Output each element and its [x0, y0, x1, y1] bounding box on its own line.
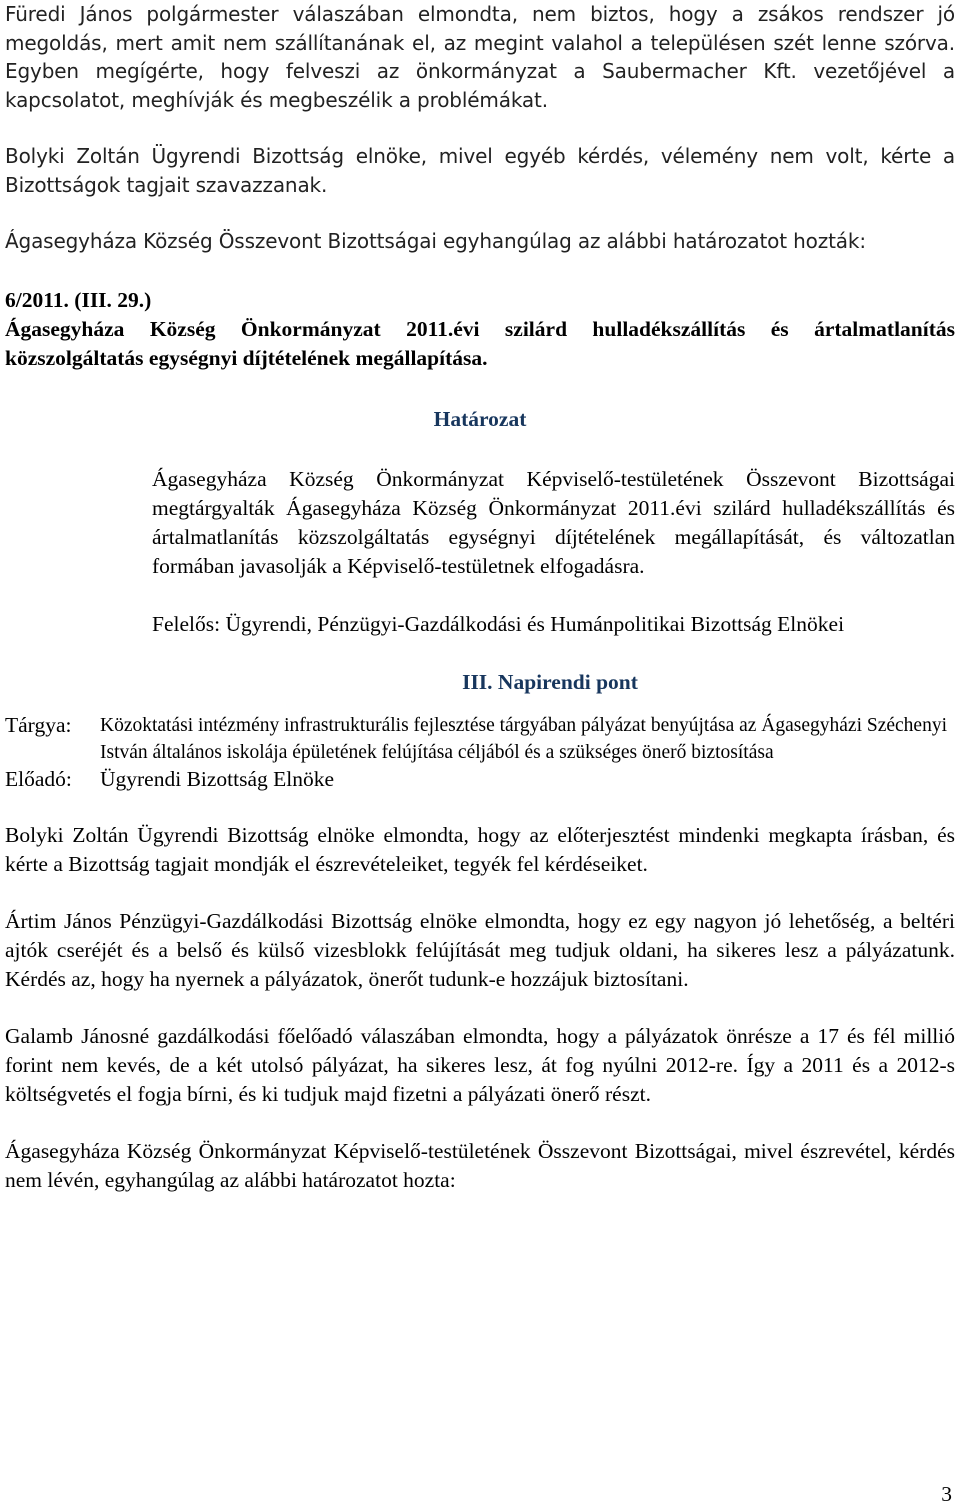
agenda-subject-label: Tárgya:	[5, 712, 72, 737]
paragraph-chair-intro: Bolyki Zoltán Ügyrendi Bizottság elnöke elmondta, hogy az előterjesztést mindenki megkapta írásban, és kérte a Bizottság tagjait mondják el észrevételeiket, tegyék fel kérdéseiket.	[5, 822, 955, 876]
agenda-subject-row	[5, 712, 955, 766]
paragraph-mayor-response: Füredi János polgármester válaszában elmondta, nem biztos, hogy a zsákos rendszer jó megoldás, mert amit nem szállítanának el, az megint valahol a településen szét lenne szórva. Egyben megígérte, hogy felveszi az önkormányzat a Saubermacher Kft. vezetőjével a kapcsolatot, meghívják és megbeszélik a problémákat.	[5, 2, 955, 112]
agenda-details	[5, 712, 955, 793]
agenda-presenter-text: Ügyrendi Bizottság Elnöke	[100, 766, 335, 791]
paragraph-finance-officer: Galamb Jánosné gazdálkodási főelőadó válaszában elmondta, hogy a pályázatok önrésze a 17 és fél millió forint nem kevés, de a két utolsó pályázat, ha sikeres lesz, át fog nyúlni 2012-re. Így a 2011 és a 2012-s költségvetés el fogja bírni, és ki tudjuk majd fizetni a pályázati önerő részt.	[5, 1023, 955, 1106]
paragraph-final-decision: Ágasegyháza Község Önkormányzat Képviselő-testületének Összevont Bizottságai, mivel észrevétel, kérdés nem lévén, egyhangúlag az alábbi határozatot hozta:	[5, 1138, 955, 1192]
paragraph-vote-request: Bolyki Zoltán Ügyrendi Bizottság elnöke, mivel egyéb kérdés, vélemény nem volt, kérte a Bizottságok tagjait szavazzanak.	[5, 144, 955, 197]
agenda-subject-text: Közoktatási intézmény infrastrukturális fejlesztése tárgyában pályázat benyújtása az Ágasegyházi Széchenyi István általános iskolája épületének felújítása céljából és a szükséges önerő biztosítása	[100, 714, 948, 763]
paragraph-decision-intro: Ágasegyháza Község Összevont Bizottságai egyhangúlag az alábbi határozatot hozták:	[5, 229, 866, 253]
page-number: 3	[941, 1482, 952, 1506]
resolution-responsible: Felelős: Ügyrendi, Pénzügyi-Gazdálkodási és Humánpolitikai Bizottság Elnökei	[152, 611, 845, 636]
resolution-number: 6/2011. (III. 29.)	[5, 287, 152, 312]
resolution-heading: Határozat	[433, 406, 527, 431]
agenda-presenter-row	[5, 766, 955, 793]
agenda-heading: III. Napirendi pont	[462, 669, 638, 694]
resolution-title: Ágasegyháza Község Önkormányzat 2011.évi szilárd hulladékszállítás és ártalmatlanítás közszolgáltatás egységnyi díjtételének megállapítása.	[5, 316, 955, 370]
paragraph-finance-chair: Ártim János Pénzügyi-Gazdálkodási Bizottság elnöke elmondta, hogy ez egy nagyon jó lehetőség, a beltéri ajtók cseréjét és a belső és külső vizesblokk felújítását meg tudjuk oldani, ha sikeres lesz a pályázatunk. Kérdés az, hogy ha nyernek a pályázatok, önerőt tudunk-e hozzájuk biztosítani.	[5, 908, 955, 991]
agenda-presenter-label: Előadó:	[5, 766, 72, 791]
resolution-text: Ágasegyháza Község Önkormányzat Képviselő-testületének Összevont Bizottságai megtárgyalták Ágasegyháza Község Önkormányzat 2011.évi szilárd hulladékszállítás és ártalmatlanítás közszolgáltatás egységnyi díjtételének megállapítását, és változatlan formában javasolják a Képviselő-testületnek elfogadásra.	[152, 466, 955, 578]
